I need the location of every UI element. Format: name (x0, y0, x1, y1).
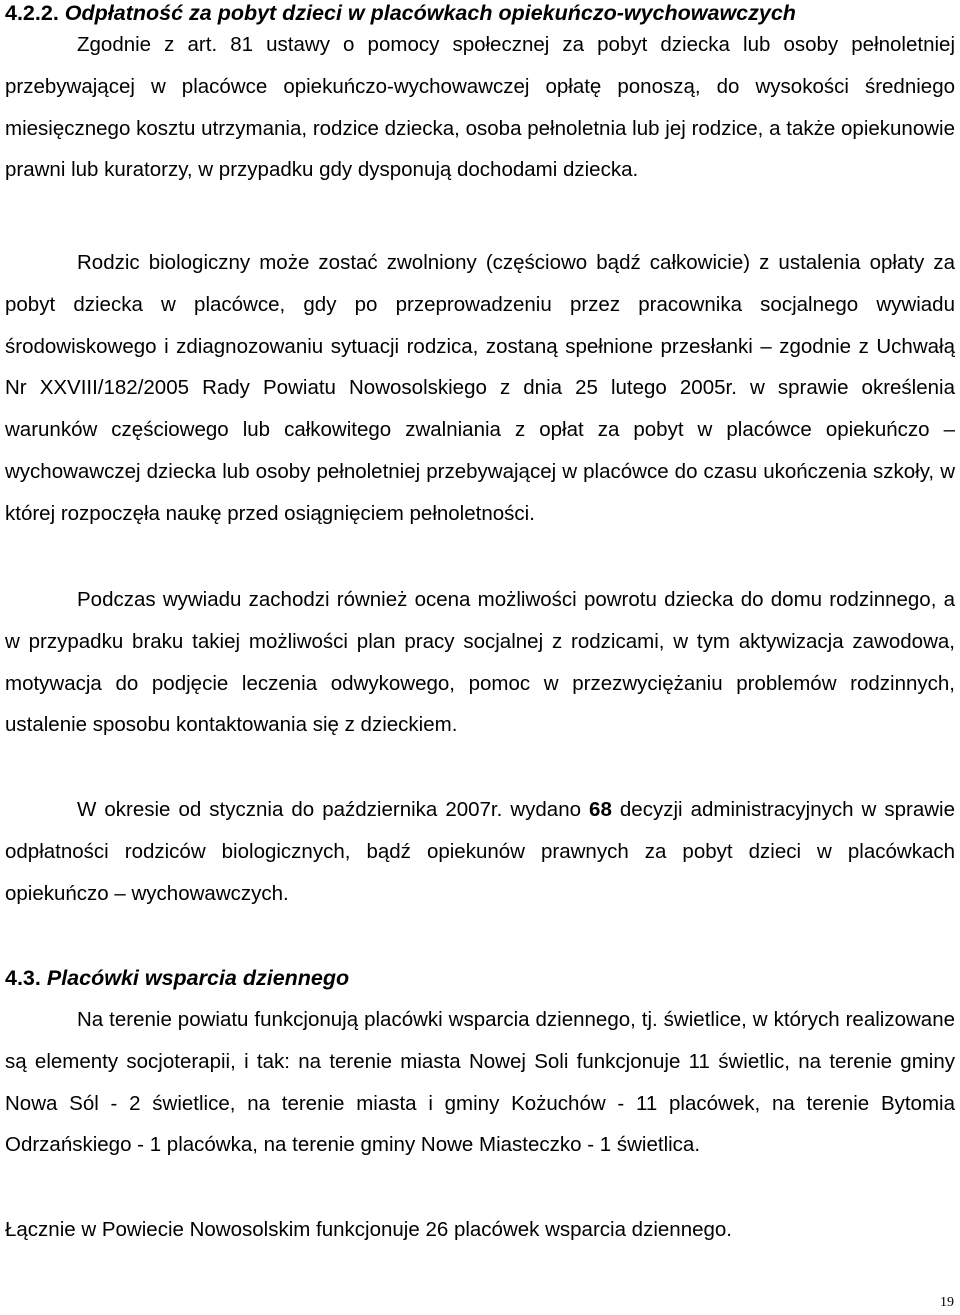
paragraph-decisions-issued (5, 789, 955, 914)
section-title: Placówki wsparcia dziennego (46, 966, 350, 990)
paragraph-payment-rules: Zgodnie z art. 81 ustawy o pomocy społecznej za pobyt dziecka lub osoby pełnoletniej przebywającej w placówce opiekuńczo-wychowawczej opłatę ponoszą, do wysokości średniego miesięcznego kosztu utrzymania, rodzice dziecka, osoba pełnoletnia lub jej rodzice, a także opiekunowie prawni lub kuratorzy, w przypadku gdy dysponują dochodami dziecka. (5, 33, 955, 182)
paragraph-summary: Łącznie w Powiecie Nowosolskim funkcjonuje 26 placówek wsparcia dziennego. (5, 1218, 732, 1241)
paragraph-community-interview: Podczas wywiadu zachodzi również ocena możliwości powrotu dziecka do domu rodzinnego, a w przypadku braku takiej możliwości plan pracy socjalnej z rodzicami, w tym aktywizacja zawodowa, motywacja do podjęcie leczenia odwykowego, pomoc w przezwyciężaniu problemów rodzinnych, ustalenie sposobu kontaktowania się z dzieckiem. (5, 588, 955, 737)
section-heading-4-2-2 (5, 0, 796, 26)
paragraph-day-support-facilities: Na terenie powiatu funkcjonują placówki wsparcia dziennego, tj. świetlice, w których realizowane są elementy socjoterapii, i tak: na terenie miasta Nowej Soli funkcjonuje 11 świetlic, na terenie gminy Nowa Sól - 2 świetlice, na terenie miasta i gminy Kożuchów - 11 placówek, na terenie Bytomia Odrzańskiego - 1 placówka, na terenie gminy Nowe Miasteczko - 1 świetlica. (5, 1008, 955, 1157)
section-heading-4-3 (5, 965, 349, 991)
paragraph-parent-exemption: Rodzic biologiczny może zostać zwolniony (częściowo bądź całkowicie) z ustalenia opłaty za pobyt dziecka w placówce, gdy po przeprowadzeniu przez pracownika socjalnego wywiadu środowiskowego i zdiagnozowaniu sytuacji rodzica, zostaną spełnione przesłanki – zgodnie z Uchwałą Nr XXVIII/182/2005 Rady Powiatu Nowosolskiego z dnia 25 lutego 2005r. w sprawie określenia warunków częściowego lub całkowitego zwalniania z opłat za pobyt w placówce opiekuńczo – wychowawczej dziecka lub osoby pełnoletniej przebywającej w placówce do czasu ukończenia szkoły, w której rozpoczęła naukę przed osiągnięciem pełnoletności. (5, 251, 955, 525)
decisions-count: 68 (589, 798, 612, 821)
section-title: Odpłatność za pobyt dzieci w placówkach opiekuńczo-wychowawczych (64, 1, 796, 25)
page-number: 19 (940, 1295, 954, 1310)
decisions-text-before: W okresie od stycznia do października 2007r. wydano (77, 798, 582, 821)
section-number: 4.2.2. (5, 1, 59, 25)
section-number: 4.3. (5, 966, 41, 990)
decisions-text-after: decyzji administracyjnych w sprawie odpłatności rodziców biologicznych, bądź opiekunów prawnych za pobyt dzieci w placówkach opiekuńczo – wychowawczych. (5, 798, 955, 905)
